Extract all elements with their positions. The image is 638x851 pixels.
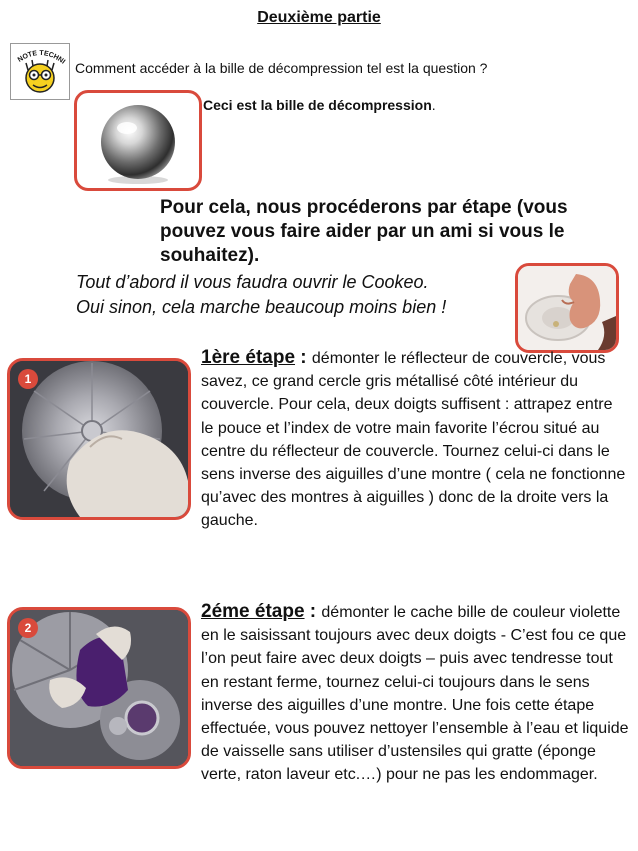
step-1-number-badge: 1 [18, 369, 38, 389]
intro-italic-block [76, 270, 516, 320]
ball-caption-bold: Ceci est la bille de décompression [203, 97, 432, 113]
intro-bold-text: Pour cela, nous procéderons par étape (vous pouvez vous faire aider par un ami si vous le souhaitez). [160, 197, 568, 266]
step-1-separator: : [295, 347, 312, 368]
step-2-photo [7, 607, 191, 769]
step-1-text [201, 346, 629, 533]
question-text: Comment accéder à la bille de décompression tel est la question ? [75, 60, 488, 76]
step-1-photo [7, 358, 191, 520]
steel-ball-image [74, 90, 202, 191]
cookeo-open-photo [515, 263, 619, 353]
step-2-text [201, 600, 629, 787]
note-technique-icon [10, 43, 70, 100]
page-title: Deuxième partie [257, 9, 381, 26]
svg-text:NOTE TECHNIQUE [11, 44, 66, 66]
step-2-heading: 2éme étape [201, 601, 305, 622]
ball-caption [203, 97, 436, 113]
step-2-number-badge: 2 [18, 618, 38, 638]
ball-caption-end: . [431, 97, 436, 113]
intro-italic-line-2: Oui sinon, cela marche beaucoup moins bien ! [76, 297, 447, 317]
intro-italic-line-1: Tout d’abord il vous faudra ouvrir le Cookeo. [76, 272, 429, 292]
badge-text: NOTE TECHNI [16, 49, 67, 66]
step-2-body: démonter le cache bille de couleur violette en le saisissant toujours avec deux doigts - C’est fou ce que l’on peut faire avec deux doigts – puis avec tendresse tout en restant ferme, tournez celui-ci toujours dans le sens inverse des aiguilles d’une montre. Une fois cette étape effectuée, vous pouvez nettoyer l’ensemble à l’eau et liquide de vaisselle sans utiliser d’ustensiles qui gratte (éponge verte, raton laveur etc.…) pour ne pas les endommager. [201, 604, 629, 784]
step-2-separator: : [304, 601, 322, 622]
step-1-body: démonter le réflecteur de couvercle, vous savez, ce grand cercle gris métallisé côté intérieur du couvercle. Pour cela, deux doigts suffisent : attrapez entre le pouce et l’index de votre main favorite l’écrou situé au centre du réflecteur de couvercle. Tournez celui-ci dans le sens inverse des aiguilles d’une montre ( cela ne fonctionne qu’avec des montres à aiguilles ) donc de la droite vers la gauche. [201, 350, 626, 530]
step-1-heading: 1ère étape [201, 347, 296, 368]
